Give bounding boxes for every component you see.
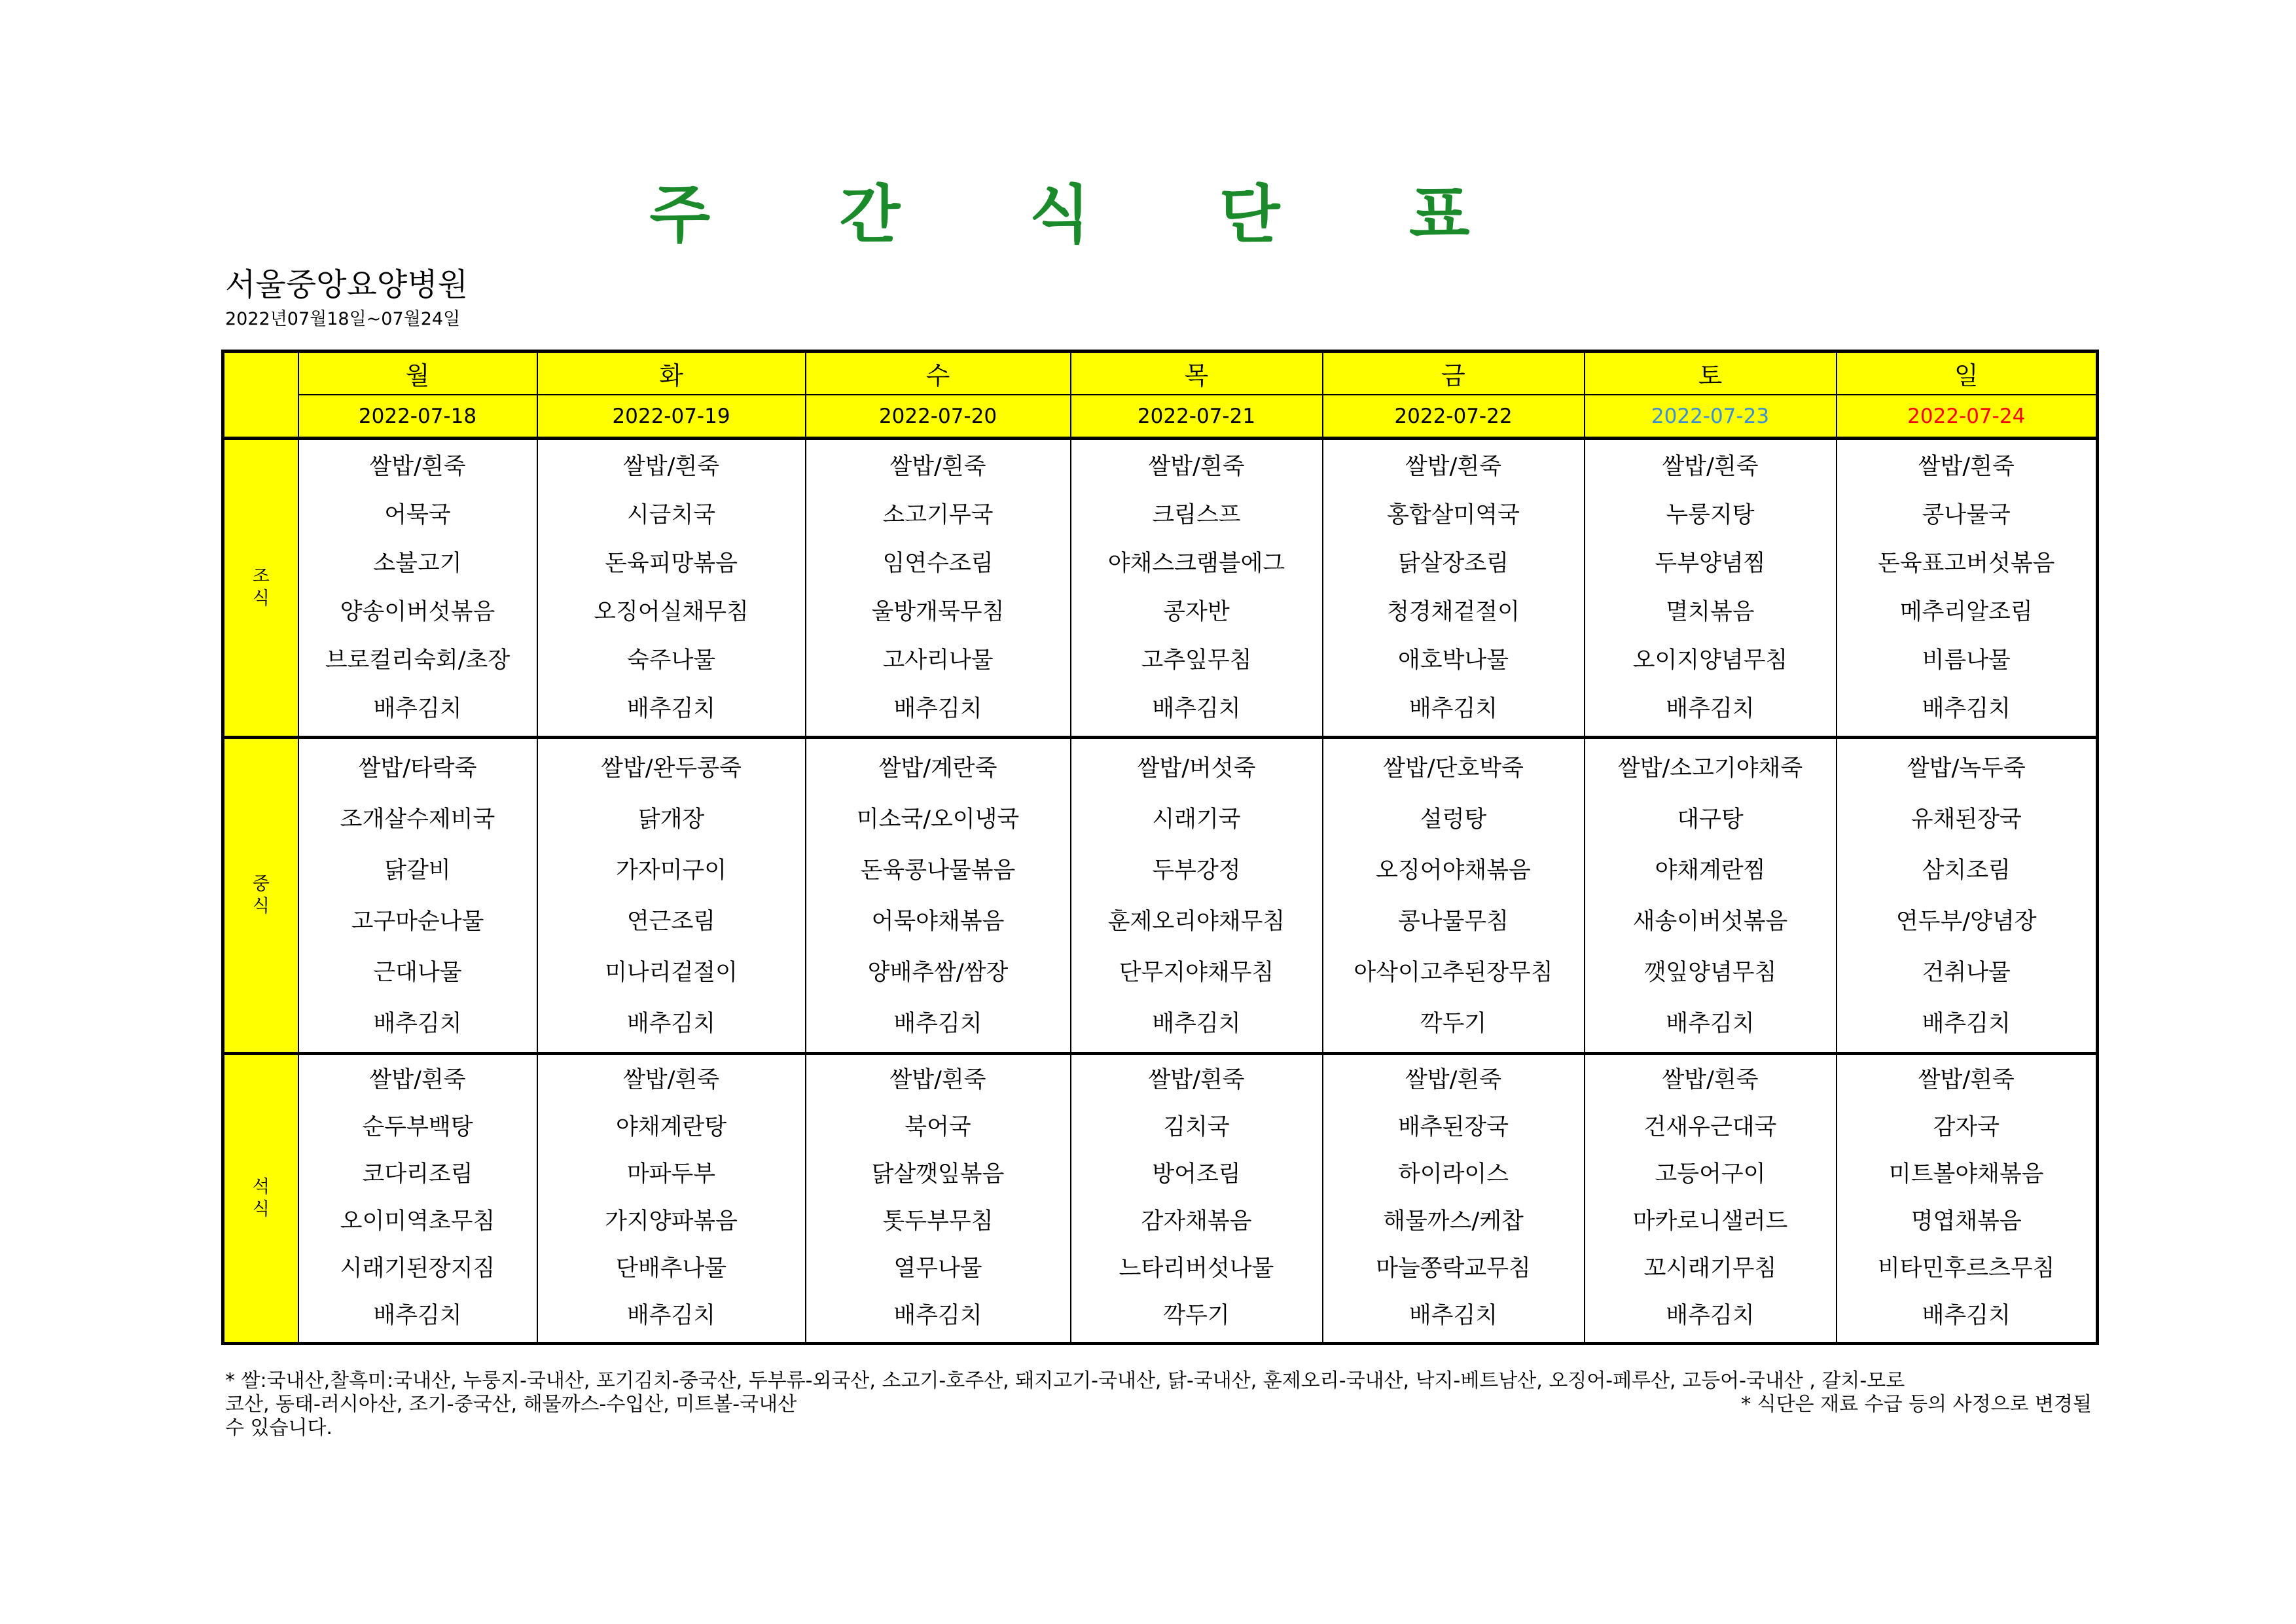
dish-item: 두부양념찜	[1655, 550, 1766, 577]
dish-item: 고추잎무침	[1141, 647, 1252, 674]
meal-label: 석식	[252, 1177, 270, 1219]
dish-item: 청경채겉절이	[1387, 599, 1520, 625]
footnote-origin-line-2-text: 코산, 동태-러시아산, 조기-중국산, 해물까스-수입산, 미트볼-국내산	[225, 1393, 797, 1416]
dish-item: 느타리버섯나물	[1119, 1255, 1274, 1282]
dish-item: 단배추나물	[615, 1255, 727, 1282]
dish-item: 삼치조림	[1922, 857, 2011, 884]
date-header-6: 2022-07-24	[1837, 395, 2098, 439]
dish-item: 쌀밥/흰죽	[1918, 454, 2015, 480]
dish-item: 배추김치	[1408, 696, 1498, 722]
dish-item: 건취나물	[1922, 960, 2011, 986]
dish-item: 울방개묵무침	[871, 599, 1005, 625]
day-header-3: 목	[1071, 352, 1323, 395]
date-header-5: 2022-07-23	[1585, 395, 1837, 439]
footnote-origin-line-1: * 쌀:국내산,찰흑미:국내산, 누룽지-국내산, 포기김치-중국산, 두부류-외국산, 소고기-호주산, 돼지고기-국내산, 닭-국내산, 훈제오리-국내산, 낙지-베트남산, 오징어-페루산, 고등어-국내산 , 갈치-모로	[225, 1369, 1905, 1392]
weekly-menu-table	[221, 350, 2099, 1345]
dish-item: 오이지양념무침	[1632, 647, 1788, 674]
dish-item: 고구마순나물	[351, 909, 484, 935]
meal-row	[223, 439, 2098, 738]
footnote-change-notice-cont: 수 있습니다.	[225, 1416, 332, 1439]
dish-item: 배추김치	[893, 1303, 982, 1329]
dish-item: 방어조림	[1152, 1161, 1241, 1187]
dish-item: 돈육표고버섯볶음	[1878, 550, 2055, 577]
dish-item: 배추김치	[626, 1303, 716, 1329]
menu-cell	[1837, 738, 2098, 1054]
dish-item: 크림스프	[1152, 502, 1241, 528]
dish-item: 순두부백탕	[362, 1114, 473, 1140]
meal-row	[223, 1054, 2098, 1344]
dish-item: 멸치볶음	[1666, 599, 1755, 625]
dish-item: 닭개장	[637, 806, 705, 833]
dish-item: 건새우근대국	[1643, 1114, 1777, 1140]
hospital-name: 서울중앙요양병원	[225, 266, 468, 303]
menu-cell	[537, 738, 806, 1054]
day-header-5: 토	[1585, 352, 1837, 395]
dish-item: 열무나물	[893, 1255, 982, 1282]
dish-item: 배추김치	[626, 696, 716, 722]
dish-item: 콩나물국	[1922, 502, 2011, 528]
page-title: 주 간 식 단 표	[649, 178, 1524, 251]
dish-item: 오이미역초무침	[340, 1208, 495, 1235]
dish-item: 야채계란찜	[1655, 857, 1766, 884]
dish-item: 닭살장조림	[1397, 550, 1509, 577]
menu-cell	[1585, 439, 1837, 738]
dish-item: 배추김치	[893, 1011, 982, 1037]
dish-item: 톳두부무침	[882, 1208, 994, 1235]
menu-cell	[537, 439, 806, 738]
dish-item: 오징어야채볶음	[1376, 857, 1531, 884]
dish-item: 야채스크램블에그	[1107, 550, 1285, 577]
dish-item: 소불고기	[373, 550, 462, 577]
menu-cell	[806, 738, 1071, 1054]
dish-item: 배추김치	[1152, 1011, 1241, 1037]
dish-item: 비타민후르츠무침	[1878, 1255, 2055, 1282]
dish-item: 배추김치	[893, 696, 982, 722]
meal-row	[223, 738, 2098, 1054]
dish-item: 해물까스/케찹	[1383, 1208, 1524, 1235]
dish-item: 콩나물무침	[1397, 909, 1509, 935]
dish-item: 근대나물	[373, 960, 462, 986]
dish-item: 코다리조림	[362, 1161, 473, 1187]
dish-item: 메추리알조림	[1899, 599, 2033, 625]
meal-label-cell	[223, 738, 298, 1054]
dish-item: 비름나물	[1922, 647, 2011, 674]
dish-item: 배추김치	[373, 1303, 462, 1329]
meal-label-cell	[223, 439, 298, 738]
meal-label: 조식	[252, 566, 270, 609]
dish-item: 어묵야채볶음	[871, 909, 1005, 935]
date-header-1: 2022-07-19	[537, 395, 806, 439]
date-header-row	[223, 395, 2098, 439]
meal-label: 중식	[252, 874, 270, 916]
dish-item: 마카로니샐러드	[1632, 1208, 1788, 1235]
day-header-2: 수	[806, 352, 1071, 395]
dish-item: 감자국	[1933, 1114, 2000, 1140]
dish-item: 유채된장국	[1910, 806, 2022, 833]
dish-item: 배추김치	[1922, 696, 2011, 722]
dish-item: 닭살깻잎볶음	[871, 1161, 1005, 1187]
dish-item: 배추김치	[1666, 1303, 1755, 1329]
dish-item: 연근조림	[626, 909, 716, 935]
dish-item: 마파두부	[626, 1161, 716, 1187]
meal-label-cell	[223, 1054, 298, 1344]
dish-item: 명엽채볶음	[1910, 1208, 2022, 1235]
dish-item: 쌀밥/흰죽	[1148, 454, 1245, 480]
dish-item: 아삭이고추된장무침	[1354, 960, 1553, 986]
menu-cell	[1837, 439, 2098, 738]
menu-cell	[298, 738, 537, 1054]
date-header-2: 2022-07-20	[806, 395, 1071, 439]
dish-item: 고등어구이	[1655, 1161, 1766, 1187]
dish-item: 단무지야채무침	[1119, 960, 1274, 986]
dish-item: 배추김치	[1666, 696, 1755, 722]
menu-cell	[1323, 738, 1585, 1054]
dish-item: 배추김치	[1922, 1303, 2011, 1329]
dish-item: 임연수조림	[882, 550, 994, 577]
menu-cell	[298, 439, 537, 738]
dish-item: 양송이버섯볶음	[340, 599, 495, 625]
dish-item: 쌀밥/단호박죽	[1383, 755, 1524, 782]
dish-item: 미소국/오이냉국	[856, 806, 1020, 833]
menu-cell	[1585, 1054, 1837, 1344]
dish-item: 두부강정	[1152, 857, 1241, 884]
dish-item: 김치국	[1163, 1114, 1230, 1140]
dish-item: 쌀밥/계란죽	[878, 755, 997, 782]
dish-item: 쌀밥/흰죽	[1405, 454, 1502, 480]
dish-item: 배추김치	[373, 1011, 462, 1037]
dish-item: 야채계란탕	[615, 1114, 727, 1140]
dish-item: 쌀밥/완두콩죽	[601, 755, 742, 782]
dish-item: 브로컬리숙회/초장	[325, 647, 511, 674]
date-header-0: 2022-07-18	[298, 395, 537, 439]
menu-period: 2022년07월18일~07월24일	[225, 309, 461, 329]
menu-cell	[1071, 738, 1323, 1054]
dish-item: 배추김치	[1408, 1303, 1498, 1329]
dish-item: 쌀밥/소고기야채죽	[1617, 755, 1803, 782]
dish-item: 누룽지탕	[1666, 502, 1755, 528]
menu-cell	[298, 1054, 537, 1344]
dish-item: 깍두기	[1420, 1011, 1487, 1037]
dish-item: 시금치국	[626, 502, 716, 528]
menu-cell	[1323, 1054, 1585, 1344]
dish-item: 감자채볶음	[1141, 1208, 1252, 1235]
dish-item: 배추김치	[373, 696, 462, 722]
dish-item: 북어국	[905, 1114, 971, 1140]
dish-item: 가자미구이	[615, 857, 727, 884]
dish-item: 조개살수제비국	[340, 806, 495, 833]
dish-item: 배추된장국	[1397, 1114, 1509, 1140]
dish-item: 쌀밥/흰죽	[1148, 1067, 1245, 1093]
dish-item: 쌀밥/버섯죽	[1137, 755, 1256, 782]
footnote	[225, 1369, 2092, 1440]
dish-item: 쌀밥/흰죽	[369, 454, 466, 480]
dish-item: 쌀밥/녹두죽	[1907, 755, 2026, 782]
dish-item: 쌀밥/흰죽	[1662, 454, 1759, 480]
dish-item: 새송이버섯볶음	[1632, 909, 1788, 935]
dish-item: 설렁탕	[1420, 806, 1487, 833]
footnote-origin-line-2	[225, 1393, 2092, 1416]
dish-item: 대구탕	[1677, 806, 1744, 833]
day-header-1: 화	[537, 352, 806, 395]
dish-item: 어묵국	[384, 502, 451, 528]
menu-cell	[1837, 1054, 2098, 1344]
dish-item: 마늘쫑락교무침	[1376, 1255, 1531, 1282]
day-header-row	[223, 352, 2098, 395]
menu-cell	[806, 439, 1071, 738]
dish-item: 돈육콩나물볶음	[860, 857, 1016, 884]
dish-item: 미나리겉절이	[605, 960, 738, 986]
dish-item: 쌀밥/흰죽	[1405, 1067, 1502, 1093]
menu-cell	[1323, 439, 1585, 738]
dish-item: 고사리나물	[882, 647, 994, 674]
dish-item: 연두부/양념장	[1895, 909, 2037, 935]
date-header-3: 2022-07-21	[1071, 395, 1323, 439]
day-header-0: 월	[298, 352, 537, 395]
dish-item: 애호박나물	[1397, 647, 1509, 674]
dish-item: 미트볼야채볶음	[1888, 1161, 2044, 1187]
dish-item: 돈육피망볶음	[605, 550, 738, 577]
dish-item: 쌀밥/흰죽	[1918, 1067, 2015, 1093]
dish-item: 콩자반	[1163, 599, 1230, 625]
dish-item: 홍합살미역국	[1387, 502, 1520, 528]
dish-item: 쌀밥/흰죽	[1662, 1067, 1759, 1093]
dish-item: 배추김치	[1152, 696, 1241, 722]
dish-item: 쌀밥/흰죽	[622, 1067, 720, 1093]
dish-item: 시래기국	[1152, 806, 1241, 833]
dish-item: 꼬시래기무침	[1643, 1255, 1777, 1282]
menu-cell	[806, 1054, 1071, 1344]
dish-item: 닭갈비	[384, 857, 451, 884]
menu-body	[223, 439, 2098, 1344]
dish-item: 쌀밥/흰죽	[369, 1067, 466, 1093]
date-header-4: 2022-07-22	[1323, 395, 1585, 439]
dish-item: 배추김치	[1666, 1011, 1755, 1037]
menu-cell	[537, 1054, 806, 1344]
menu-cell	[1585, 738, 1837, 1054]
menu-cell	[1071, 439, 1323, 738]
dish-item: 쌀밥/타락죽	[358, 755, 477, 782]
dish-item: 숙주나물	[626, 647, 716, 674]
dish-item: 깻잎양념무침	[1643, 960, 1777, 986]
dish-item: 쌀밥/흰죽	[889, 1067, 986, 1093]
dish-item: 깍두기	[1163, 1303, 1230, 1329]
dish-item: 쌀밥/흰죽	[889, 454, 986, 480]
dish-item: 양배추쌈/쌈장	[867, 960, 1009, 986]
dish-item: 가지양파볶음	[605, 1208, 738, 1235]
dish-item: 쌀밥/흰죽	[622, 454, 720, 480]
day-header-4: 금	[1323, 352, 1585, 395]
menu-cell	[1071, 1054, 1323, 1344]
dish-item: 훈제오리야채무침	[1107, 909, 1285, 935]
dish-item: 하이라이스	[1397, 1161, 1509, 1187]
dish-item: 배추김치	[1922, 1011, 2011, 1037]
dish-item: 배추김치	[626, 1011, 716, 1037]
dish-item: 소고기무국	[882, 502, 994, 528]
dish-item: 시래기된장지짐	[340, 1255, 495, 1282]
footnote-change-notice: * 식단은 재료 수급 등의 사정으로 변경될	[1741, 1393, 2092, 1416]
corner-cell	[223, 352, 298, 439]
day-header-6: 일	[1837, 352, 2098, 395]
dish-item: 오징어실채무침	[594, 599, 749, 625]
